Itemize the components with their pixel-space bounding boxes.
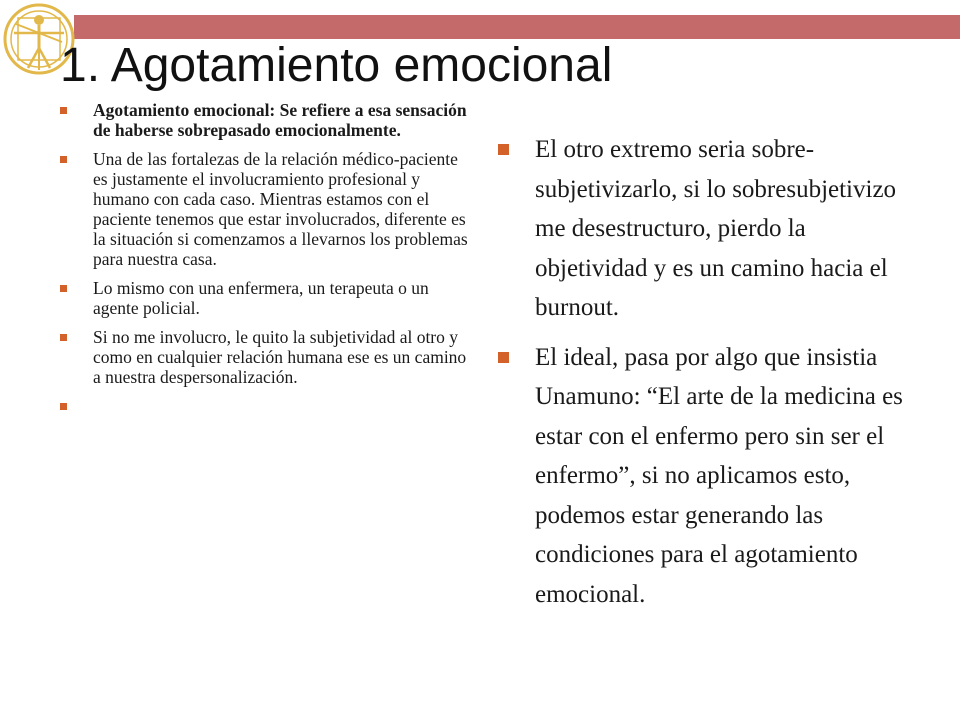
list-item bbox=[498, 130, 908, 328]
square-bullet-icon bbox=[498, 352, 509, 363]
list-item bbox=[60, 278, 470, 318]
list-item-text: El otro extremo seria sobre-subjetivizarlo, si lo sobresubjetivizo me desestructuro, pierdo la objetividad y es un camino hacia el burnout. bbox=[535, 136, 897, 321]
list-item-text: Lo mismo con una enfermera, un terapeuta o un agente policial. bbox=[93, 278, 429, 318]
square-bullet-icon bbox=[498, 144, 509, 155]
left-bullet-list bbox=[60, 100, 470, 425]
slide-title: 1. Agotamiento emocional bbox=[60, 39, 613, 92]
right-bullet-list bbox=[498, 130, 908, 624]
list-item-text: Si no me involucro, le quito la subjetividad al otro y como en cualquier relación humana ese es un camino a nuestra despersonalización. bbox=[93, 327, 467, 387]
list-item bbox=[60, 327, 470, 387]
list-item bbox=[60, 149, 470, 269]
list-item-text: El ideal, pasa por algo que insistia Unamuno: “El arte de la medicina es estar con el enfermo pero sin ser el enfermo”, si no aplicamos esto, podemos estar generando las condiciones para el agotamiento emocional. bbox=[535, 343, 903, 608]
list-item-empty bbox=[60, 396, 470, 416]
square-bullet-icon bbox=[60, 107, 67, 114]
square-bullet-icon bbox=[60, 403, 67, 410]
square-bullet-icon bbox=[60, 156, 67, 163]
list-item bbox=[60, 100, 470, 140]
list-item-text: Una de las fortalezas de la relación médico-paciente es justamente el involucramiento profesional y humano con cada caso. Mientras estamos con el paciente tenemos que estar involucrados, diferente es la situación si comenzamos a llevarnos los problemas para nuestra casa. bbox=[93, 149, 468, 269]
list-item bbox=[498, 338, 908, 615]
square-bullet-icon bbox=[60, 334, 67, 341]
list-item-text: Agotamiento emocional: Se refiere a esa sensación de haberse sobrepasado emocionalmente. bbox=[93, 100, 467, 140]
title-accent-bar bbox=[74, 15, 960, 39]
square-bullet-icon bbox=[60, 285, 67, 292]
